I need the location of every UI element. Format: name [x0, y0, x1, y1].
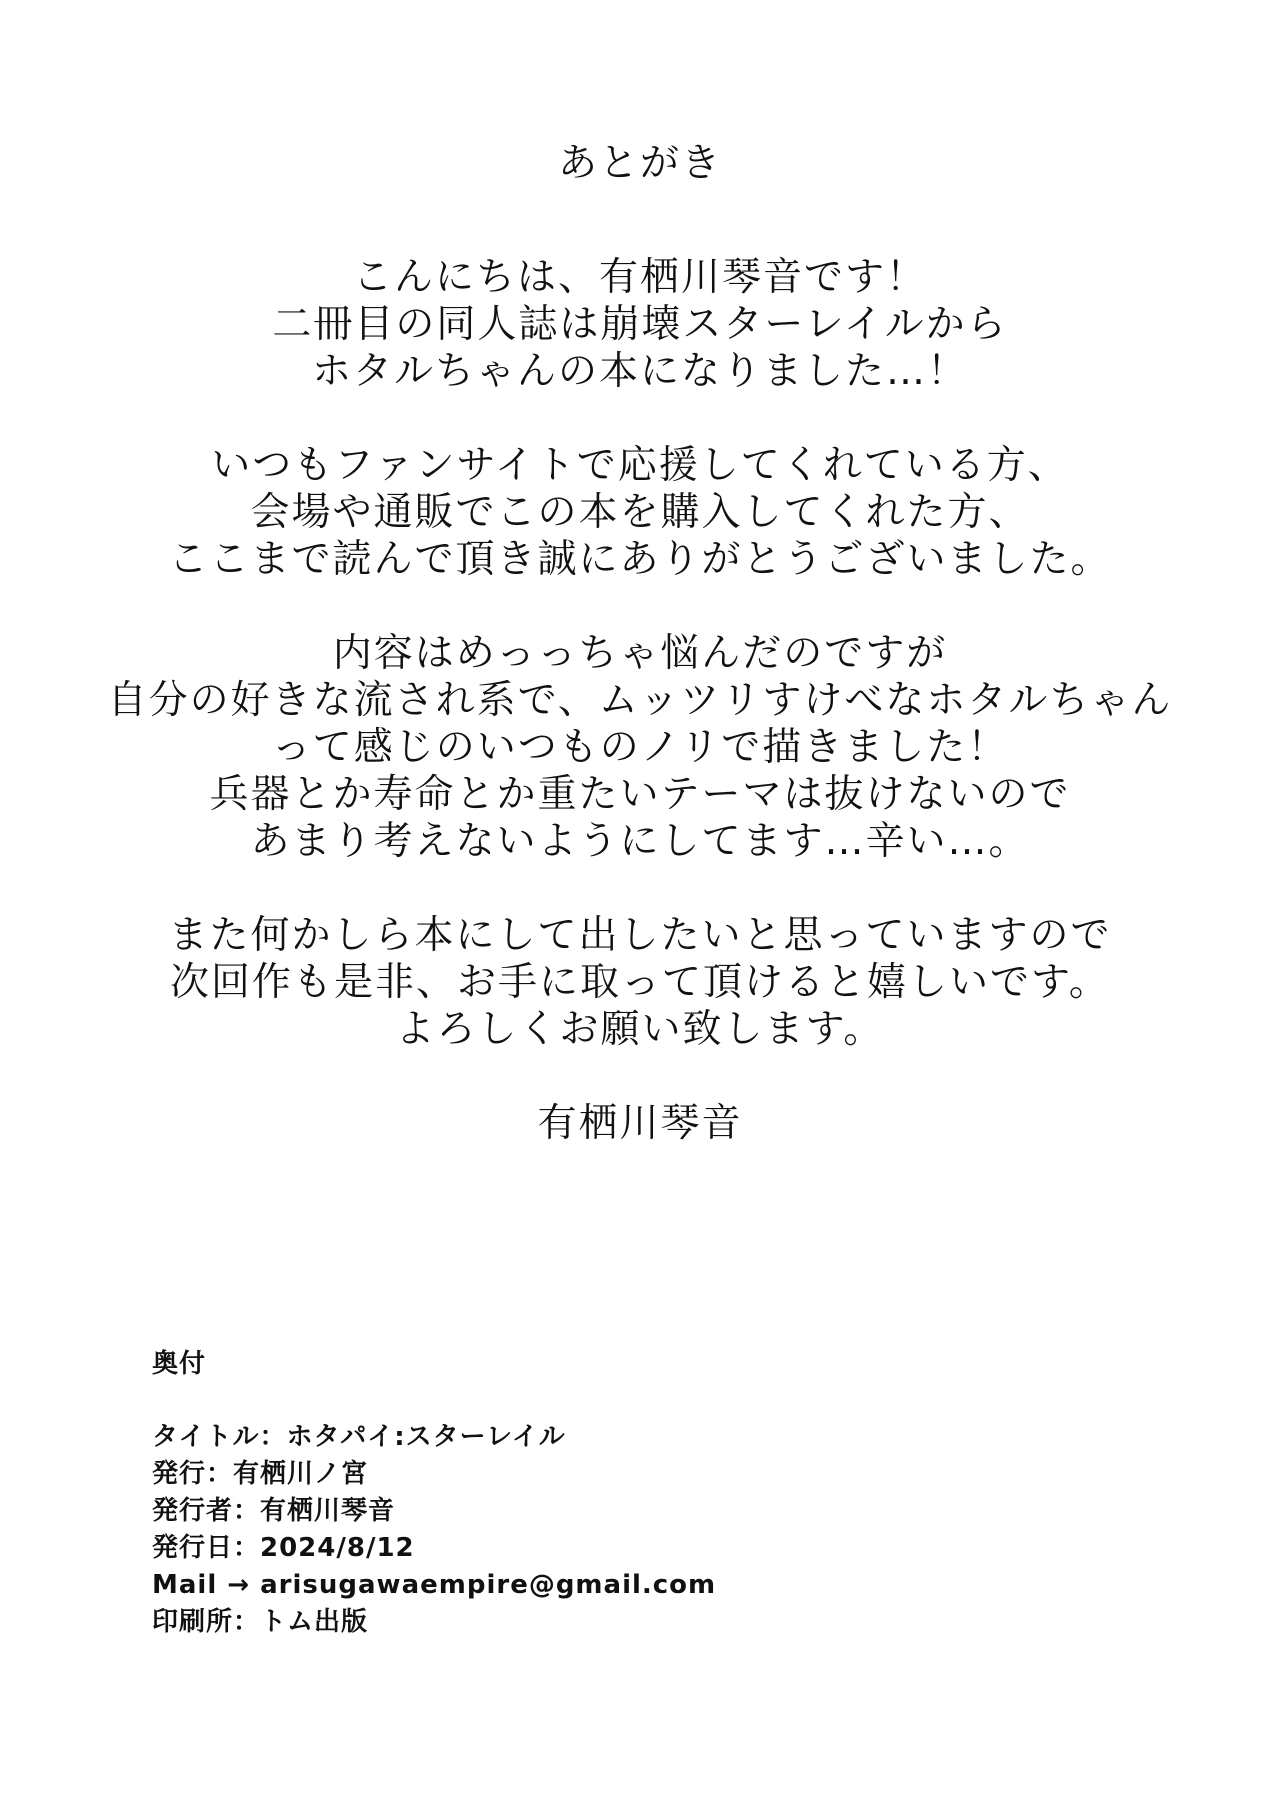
text-line: 自分の好きな流され系で、ムッツリすけべなホタルちゃん — [107, 678, 1173, 723]
text-line: また何かしら本にして出したいと思っていますので — [168, 913, 1112, 958]
text-line: 会場や通販でこの本を購入してくれた方、 — [250, 490, 1030, 535]
text-line: って感じのいつものノリで描きました！ — [271, 725, 1009, 770]
colophon — [152, 1346, 1052, 1641]
text-line: ホタルちゃんの本になりました…！ — [311, 349, 968, 394]
text-line: よろしくお願い致します。 — [395, 1007, 885, 1052]
text-line: ここまで読んで頂き誠にありがとうございました。 — [168, 537, 1112, 582]
colophon-title-line: タイトル：ホタパイ:スターレイル — [152, 1422, 566, 1452]
colophon-date-line: 発行日：2024/8/12 — [152, 1533, 415, 1563]
colophon-heading: 奥付 — [152, 1349, 207, 1379]
colophon-publisher-line: 発行：有栖川ノ宮 — [152, 1459, 369, 1489]
text-line: あまり考えないようにしてます…辛い…。 — [250, 819, 1030, 864]
afterword-closing-paragraph — [0, 912, 1280, 1053]
colophon-printer-line: 印刷所：トム出版 — [152, 1607, 369, 1637]
text-line: こんにちは、有栖川琴音です！ — [352, 255, 927, 300]
afterword-thanks-paragraph — [0, 442, 1280, 583]
author-signature: 有栖川琴音 — [537, 1101, 743, 1146]
text-line: 内容はめっっちゃ悩んだのですが — [332, 631, 948, 676]
afterword-title: あとがき — [557, 141, 722, 186]
colophon-author-line: 発行者：有栖川琴音 — [152, 1496, 396, 1526]
afterword — [0, 140, 1280, 1147]
text-line: 次回作も是非、お手に取って頂けると嬉しいです。 — [170, 960, 1110, 1005]
text-line: 二冊目の同人誌は崩壊スターレイルから — [272, 302, 1008, 347]
afterword-greeting-paragraph — [0, 254, 1280, 395]
text-line: いつもファンサイトで応援してくれている方、 — [211, 443, 1069, 488]
colophon-mail-line: Mail → arisugawaempire@gmail.com — [152, 1570, 717, 1600]
afterword-content-paragraph — [0, 630, 1280, 865]
text-line: 兵器とか寿命とか重たいテーマは抜けないので — [209, 772, 1071, 817]
